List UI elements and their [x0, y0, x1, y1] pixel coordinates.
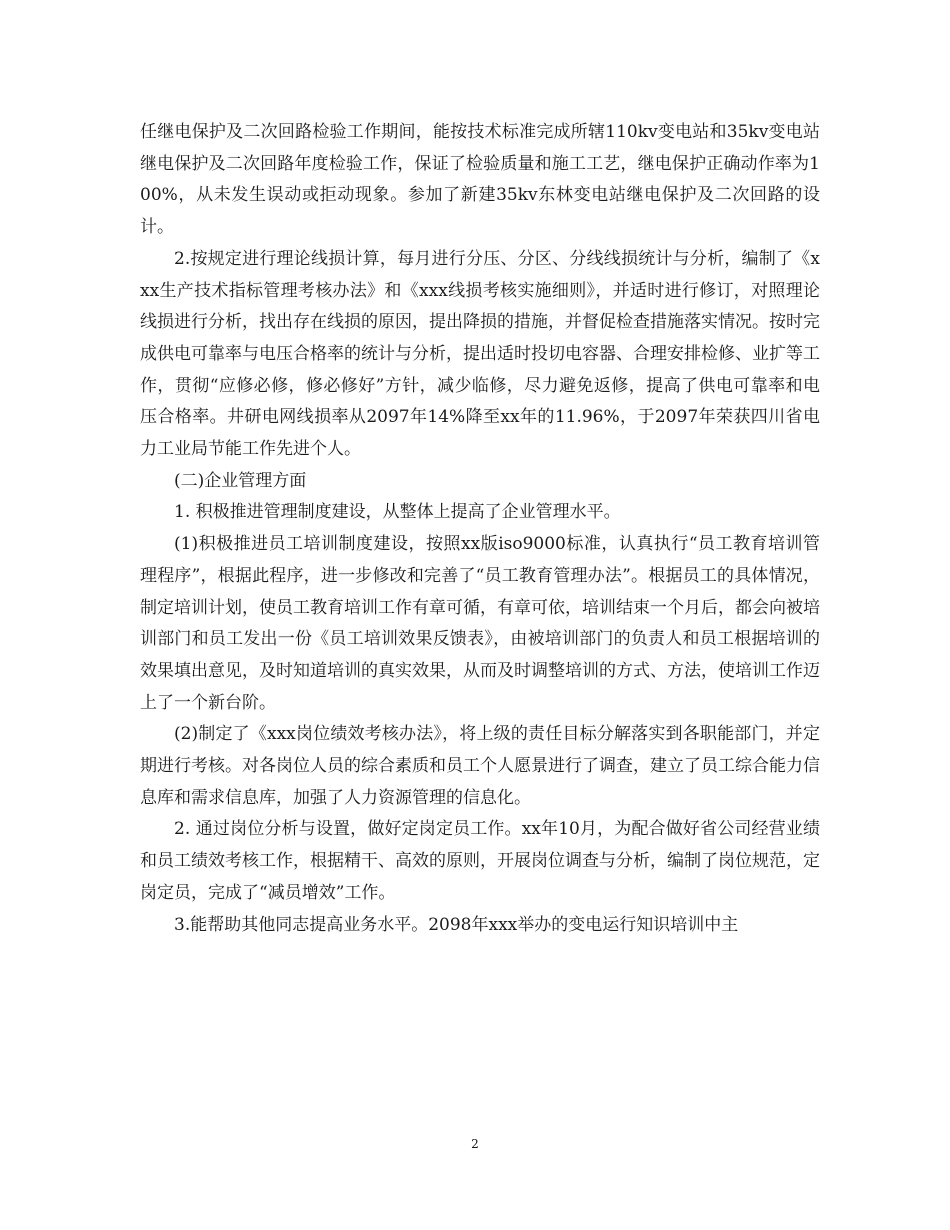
paragraph-7: 2. 通过岗位分析与设置，做好定岗定员工作。xx年10月，为配合做好省公司经营业绩和员工绩效考核工作，根据精干、高效的原则，开展岗位调查与分析，编制了岗位规范，定岗定员，完成了“减员增效”工作。	[140, 819, 820, 903]
paragraph-4: 1. 积极推进管理制度建设，从整体上提高了企业管理水平。	[174, 502, 621, 523]
paragraph-8: 3.能帮助其他同志提高业务水平。2098年xxx举办的变电运行知识培训中主	[174, 914, 739, 935]
document-body	[140, 117, 820, 941]
page-number: 2	[471, 1137, 479, 1151]
paragraph-1: 任继电保护及二次回路检验工作期间，能按技术标准完成所辖110kv变电站和35kv变电站继电保护及二次回路年度检验工作，保证了检验质量和施工工艺，继电保护正确动作率为100%，从未发生误动或拒动现象。参加了新建35kv东林变电站继电保护及二次回路的设计。	[140, 122, 820, 238]
paragraph-6: (2)制定了《xxx岗位绩效考核办法》，将上级的责任目标分解落实到各职能部门，并定期进行考核。对各岗位人员的综合素质和员工个人愿景进行了调查，建立了员工综合能力信息库和需求信息库，加强了人力资源管理的信息化。	[140, 724, 820, 808]
section-heading-enterprise-management: (二)企业管理方面	[174, 470, 307, 491]
paragraph-2: 2.按规定进行理论线损计算，每月进行分压、分区、分线线损统计与分析，编制了《xxx生产技术指标管理考核办法》和《xxx线损考核实施细则》，并适时进行修订，对照理论线损进行分析，找出存在线损的原因，提出降损的措施，并督促检查措施落实情况。按时完成供电可靠率与电压合格率的统计与分析，提出适时投切电容器、合理安排检修、业扩等工作，贯彻“应修必修，修必修好”方针，减少临修，尽力避免返修，提高了供电可靠率和电压合格率。井研电网线损率从2097年14%降至xx年的11.96%，于2097年荣获四川省电力工业局节能工作先进个人。	[140, 248, 820, 460]
paragraph-5: (1)积极推进员工培训制度建设，按照xx版iso9000标准，认真执行“员工教育培训管理程序”，根据此程序，进一步修改和完善了“员工教育管理办法”。根据员工的具体情况，制定培训计划，使员工教育培训工作有章可循，有章可依，培训结束一个月后，都会向被培训部门和员工发出一份《员工培训效果反馈表》，由被培训部门的负责人和员工根据培训的效果填出意见，及时知道培训的真实效果，从而及时调整培训的方式、方法，使培训工作迈上了一个新台阶。	[140, 534, 820, 713]
